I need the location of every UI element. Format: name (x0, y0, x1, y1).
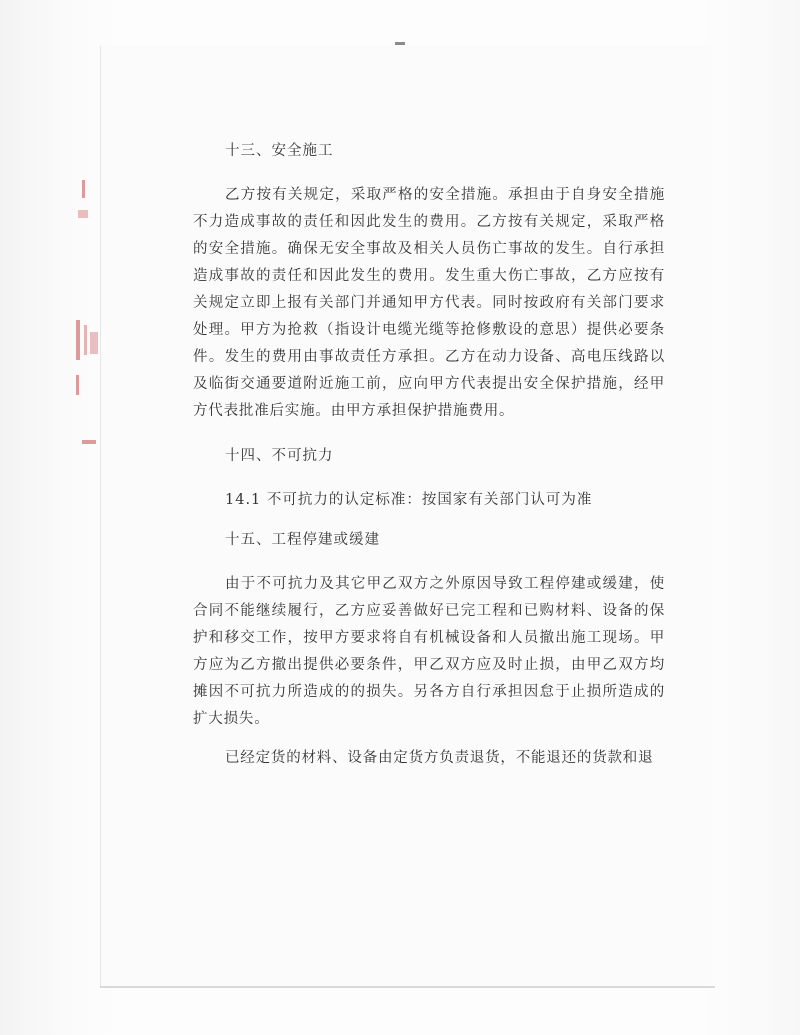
seal-fragment (76, 320, 80, 360)
section-15-body-1: 由于不可抗力及其它甲乙双方之外原因导致工程停建或缓建，使合同不能继续履行，乙方应妥善做好已完工程和已购材料、设备的保护和移交工作，按甲方要求将自有机械设备和人员撤出施工现场。甲方应为乙方撤出提供必要条件，甲乙双方应及时止损，由甲乙双方均摊因不可抗力所造成的的损失。另各方自行承担因怠于止损所造成的扩大损失。 (193, 576, 665, 727)
staple-mark (395, 42, 405, 45)
section-14-clause: 14.1 不可抗力的认定标准：按国家有关部门认可为准 (225, 492, 593, 508)
page-edge (100, 986, 715, 988)
section-13-heading: 十三、安全施工 (225, 143, 334, 159)
document-content (193, 140, 665, 772)
seal-fragment (84, 325, 87, 355)
section-13-body: 乙方按有关规定，采取严格的安全措施。承担由于自身安全措施不力造成事故的责任和因此发生的费用。乙方按有关规定，采取严格的安全措施。确保无安全事故及相关人员伤亡事故的发生。自行承担造成事故的责任和因此发生的费用。发生重大伤亡事故，乙方应按有关规定立即上报有关部门并通知甲方代表。同时按政府有关部门要求处理。甲方为抢救（指设计电缆光缆等抢修敷设的意思）提供必要条件。发生的费用由事故责任方承担。乙方在动力设备、高电压线路以及临街交通要道附近施工前，应向甲方代表提出安全保护措施，经甲方代表批准后实施。由甲方承担保护措施费用。 (193, 187, 665, 419)
seal-fragment (76, 375, 79, 395)
seal-fragment (90, 332, 98, 354)
seal-fragment (82, 180, 85, 198)
seal-fragment (78, 210, 88, 218)
section-14-heading: 十四、不可抗力 (225, 448, 334, 464)
section-15-heading: 十五、工程停建或缓建 (225, 532, 380, 548)
seal-fragment (82, 440, 96, 444)
seal-stamp-marks (70, 150, 110, 470)
section-15-body-2: 已经定货的材料、设备由定货方负责退货，不能退还的货款和退 (225, 750, 654, 766)
